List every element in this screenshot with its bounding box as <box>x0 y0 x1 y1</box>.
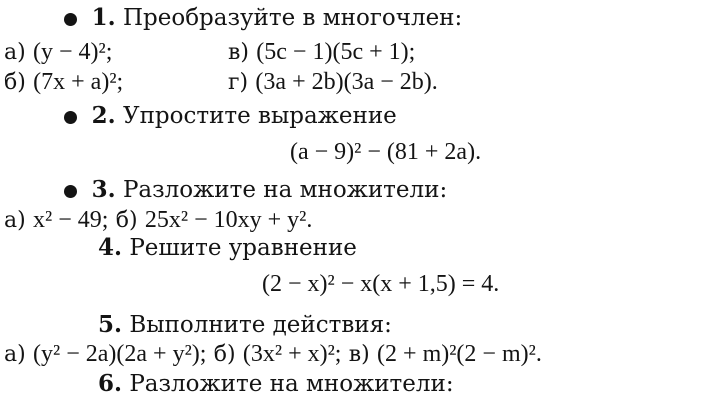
problem-1-item-b <box>4 68 123 97</box>
item-expression: x² − 49; <box>33 207 109 233</box>
problem-number: 2. <box>91 102 116 129</box>
problem-title: Решите уравнение <box>129 235 357 261</box>
item-expression: (5c − 1)(5c + 1); <box>256 39 416 65</box>
problem-number: 3. <box>91 176 116 203</box>
item-expression: (2 + m)²(2 − m)². <box>377 341 542 367</box>
problem-1-item-v <box>228 38 415 67</box>
problem-title: Разложите на множители: <box>122 177 448 203</box>
item-label: б) <box>115 208 138 233</box>
expression: (2 − x)² − x(x + 1,5) = 4. <box>262 271 500 297</box>
problem-4-heading <box>98 234 357 262</box>
item-expression: (3a + 2b)(3a − 2b). <box>255 69 438 95</box>
item-expression: (y − 4)²; <box>33 39 113 65</box>
item-label: в) <box>228 40 249 65</box>
problem-title: Разложите на множители: <box>129 371 454 397</box>
item-label: б) <box>4 70 26 95</box>
problem-title: Выполните действия: <box>129 312 392 338</box>
problem-2-heading <box>64 102 397 130</box>
item-label: а) <box>4 208 26 233</box>
item-expression: (3x² + x)²; <box>242 341 342 367</box>
expression: (a − 9)² − (81 + 2a). <box>290 139 482 165</box>
problem-3-heading <box>64 176 447 204</box>
problem-title: Преобразуйте в многочлен: <box>122 5 463 31</box>
problem-title: Упростите выражение <box>122 103 397 129</box>
problem-5-items <box>4 340 542 369</box>
problem-2-expression <box>290 138 481 166</box>
item-label: б) <box>213 342 236 367</box>
problem-number: 1. <box>91 4 116 31</box>
item-expression: (7x + a)²; <box>33 69 124 95</box>
item-expression: 25x² − 10xy + y². <box>144 207 313 233</box>
cropped-next-line <box>4 392 704 404</box>
problem-1-heading <box>64 4 462 32</box>
problem-3-items <box>4 206 312 235</box>
problem-number: 4. <box>98 234 123 261</box>
problem-number: 5. <box>98 311 123 338</box>
item-label: в) <box>348 342 370 367</box>
problem-1-item-g <box>228 68 438 97</box>
problem-5-heading <box>98 311 392 339</box>
item-expression: (y² − 2a)(2a + y²); <box>33 341 207 367</box>
problem-1-item-a <box>4 38 112 67</box>
bullet-dot-icon <box>64 111 77 124</box>
bullet-dot-icon <box>64 13 77 26</box>
item-label: а) <box>4 40 26 65</box>
item-label: а) <box>4 342 26 367</box>
bullet-dot-icon <box>64 185 77 198</box>
item-label: г) <box>228 70 249 95</box>
problem-4-expression <box>262 270 499 298</box>
problem-number: 6. <box>98 370 123 397</box>
